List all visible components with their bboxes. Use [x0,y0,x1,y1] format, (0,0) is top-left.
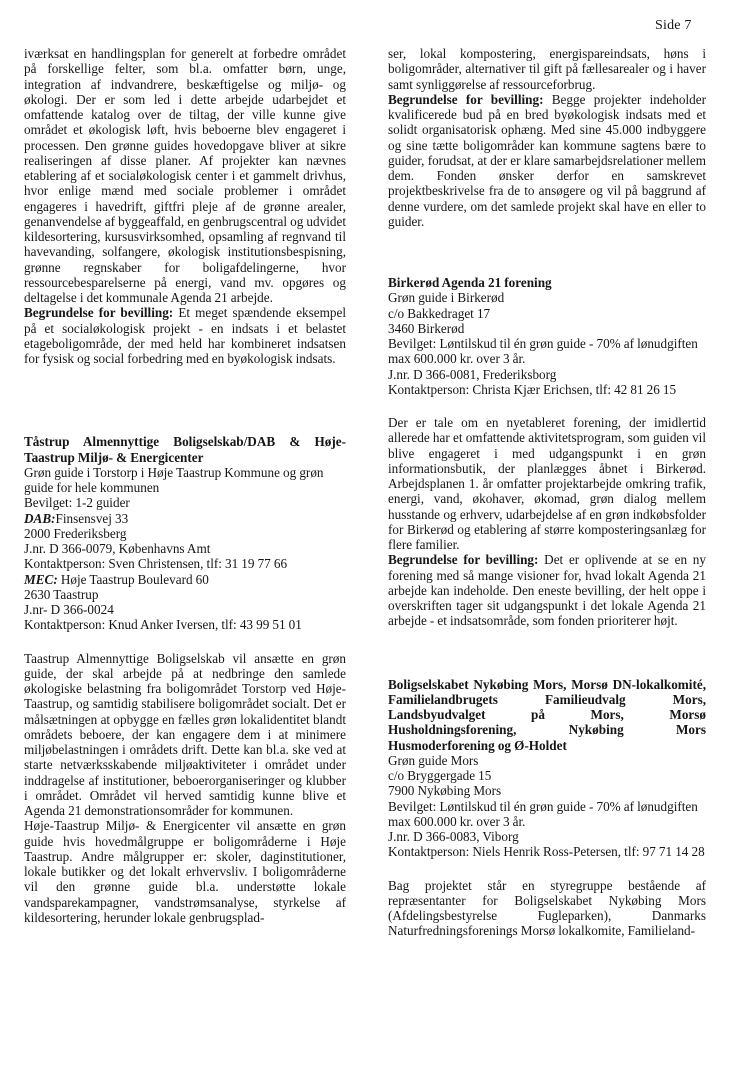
entry-heading: Tåstrup Almennyttige Boligselskab/DAB & Høje-Taastrup Miljø- & Energicenter [24,434,346,465]
mec-address: Høje Taastrup Boulevard 60 [60,571,209,587]
entry-line: Kontaktperson: Knud Anker Iversen, tlf: 43 99 51 01 [24,617,302,633]
body-paragraph: Bag projektet står en styregruppe bestående af repræsentanter for Boligselskabet Nykøbing Mors (Afdelingsbestyrelse Fugleparken), Danmarks Naturfredningsforenings Morsø lokalkomite, Familieland- [388,877,706,939]
entry-taastrup [24,434,346,632]
left-intro [24,46,346,366]
intro-paragraph: iværksat en handlingsplan for generelt at forbedre området på forskellige felter, som bl.a. omfatter børn, unge, integration af indvandrere, beskæftigelse og miljø- og økologi. Der er som led i dette arbejde udarbejdet et omfattende katalog over de tiltag, der ville kunne give området et økologisk løft, hvis beboerne blev engageret i processen. Den grønne guides hovedopgave bliver at sikre realiseringen af disse planer. Af projekter kan nævnes etablering af et socialøkologisk center i et gammelt drivhus, hvor enlige mænd med sociale problemer i området engageres i havedrift, giftfri pleje af de grønne arealer, genanvendelse af byggeaffald, en genbrugscentral og udvidet kildesortering, kursusvirksomhed, opsamling af regnvand til havevanding, solfangere, økologisk institutionsbespisning, grønne regnskaber for boligafdelingerne, hvor ressourcebesparelserne på energi, vand mv. opgøres og deltagelse i det kommunale Agenda 21 arbejde. [24,46,346,305]
entry-line: J.nr. D 366-0079, Københavns Amt [24,541,211,556]
entry-line: c/o Bakkedraget 17 [388,305,491,321]
dab-address-line [24,511,346,526]
left-column [24,46,346,925]
body-paragraph: Høje-Taastrup Miljø- & Energicenter vil ansætte en grøn guide hvis hovedmålgruppe er boligområderne i Høje Taastrup. Andre målgrupper er: skoler, daginstitutioner, lokale butikker og det lokalt erhvervsliv. I boligområderne vil den grønne guide bl.a. understøtte lokale vandsparekampagner, vandstrømsanalyse, styrkelse af kildesortering, herunder lokale genbrugsplad- [24,818,346,925]
justification-paragraph [388,92,706,229]
entry-line: c/o Bryggergade 15 [388,768,492,783]
justification-text: Begge projekter indeholder kvalificerede bud på en bred byøkologisk indsats med et solidt organisatorisk ophæng. Med sine 45.000 indbyggere og sine tætte boligområder kan kommune sagtens bære to guider, forudsat, at der er klare samarbejdsrelationer mellem dem. Fonden ønsker derfor en samskrevet projektbeskrivelse fra de to ansøgere og vil på baggrund af denne vurdere, om det samlede projekt skal have en eller to guider. [388,91,706,229]
entry-line: Kontaktperson: Christa Kjær Erichsen, tlf: 42 81 26 15 [388,381,677,397]
entry-line: J.nr. D 366-0083, Viborg [388,829,519,844]
mec-label: MEC: [24,571,58,587]
justification-label: Begrundelse for bevilling: [388,552,539,568]
entry-mors [388,677,706,860]
dab-label: DAB: [24,510,56,526]
mec-address-line [24,572,346,587]
entry-line: Grøn guide Mors [388,752,479,768]
mors-body [388,878,706,939]
body-paragraph: Der er tale om en nyetableret forening, der imidlertid allerede har et omfattende aktivitetsprogram, som guiden vil blive engageret i med udgangspunkt i en grøn informationsbutik, der planlægges åbnet i Birkerød. Arbejdsplanen 1. år omfatter projektarbejde omkring trafik, energi, vand, økohaver, økomad, grøn dialog mellem husstande og erhverv, udarbejdelse af en grøn indkøbsfolder for Birkerød og etablering af større komposteringsanlæg for flere familier. [388,415,706,552]
justification-paragraph [388,552,706,628]
continuation-paragraph: ser, lokal kompostering, energispareindsats, høns i boligområder, alternativer til gift på fællesarealer og i haver samt synliggørelse af ressourceforbrug. [388,46,706,92]
entry-line: Grøn guide i Birkerød [388,290,505,306]
right-column [388,46,706,939]
justification-paragraph [24,305,346,366]
entry-line: 2000 Frederiksberg [24,525,127,541]
page-number: Side 7 [655,18,692,33]
entry-line: J.nr- D 366-0024 [24,602,114,617]
entry-line: Grøn guide i Torstorp i Høje Taastrup Kommune og grøn guide for hele kommunen [24,464,324,495]
birkerod-body [388,415,706,629]
entry-line: Bevilget: 1-2 guider [24,495,130,511]
entry-line: Bevilget: Løntilskud til én grøn guide - 70% af lønudgiften max 600.000 kr. over 3 år. [388,798,698,829]
entry-line: Bevilget: Løntilskud til én grøn guide - 70% af lønudgiften max 600.000 kr. over 3 år. [388,336,698,367]
entry-line: Kontaktperson: Niels Henrik Ross-Petersen, tlf: 97 71 14 28 [388,844,705,860]
right-intro [388,46,706,229]
body-paragraph: Taastrup Almennyttige Boligselskab vil ansætte en grøn guide, der skal arbejde på at nedbringe den samlede økologiske belastning fra boligområdet Torstorp ved Høje-Taastrup, og samtidig stabilisere boligområdet socialt. Det er målsætningen at opbygge en fælles grøn lokalidentitet blandt områdets beboere, der kan engagere dem i at minimere miljøbelastningen i områdets drift. Dette kan bl.a. ske ved at starte netværksskabende miljøaktiviteter i området under inddragelse af institutioner, beboerorganiseringer og klubber i området. Området vil herved samtidig kunne blive et Agenda 21 demonstrationsområder for kommunen. [24,650,346,818]
entry-line: Kontaktperson: Sven Christensen, tlf: 31 19 77 66 [24,556,288,572]
dab-address: Finsensvej 33 [55,510,129,526]
justification-label: Begrundelse for bevilling: [388,91,544,107]
left-body [24,651,346,926]
entry-birkerod [388,275,706,397]
entry-line: J.nr. D 366-0081, Frederiksborg [388,366,557,382]
entry-heading: Boligselskabet Nykøbing Mors, Morsø DN-lokalkomité, Familielandbrugets Familieudvalg Mors, Landsbyudvalget på Mors, Morsø Husholdningsforening, Nykøbing Mors Husmoderforening og Ø-Holdet [388,676,706,753]
entry-line: 3460 Birkerød [388,320,465,336]
justification-text: Et meget spændende eksempel på et socialøkologisk projekt - en indsats i et belastet etageboligområde, der med held har kombineret indsatsen for fysisk og social forbedring med en byøkologisk indsats. [24,305,346,366]
entry-line: 2630 Taastrup [24,586,99,602]
justification-text: Det er oplivende at se en ny forening med så mange visioner for, hvad lokalt Agenda 21 arbejde kan indeholde. Den eneste bevilling, der helt oppe i overskriften tager sit udgangspunkt i det lokale Agenda 21 arbejde - et indsatsområde, som fonden prioriterer højt. [388,552,706,629]
entry-line: 7900 Nykøbing Mors [388,783,502,799]
justification-label: Begrundelse for bevilling: [24,305,174,321]
entry-heading: Birkerød Agenda 21 forening [388,275,552,290]
